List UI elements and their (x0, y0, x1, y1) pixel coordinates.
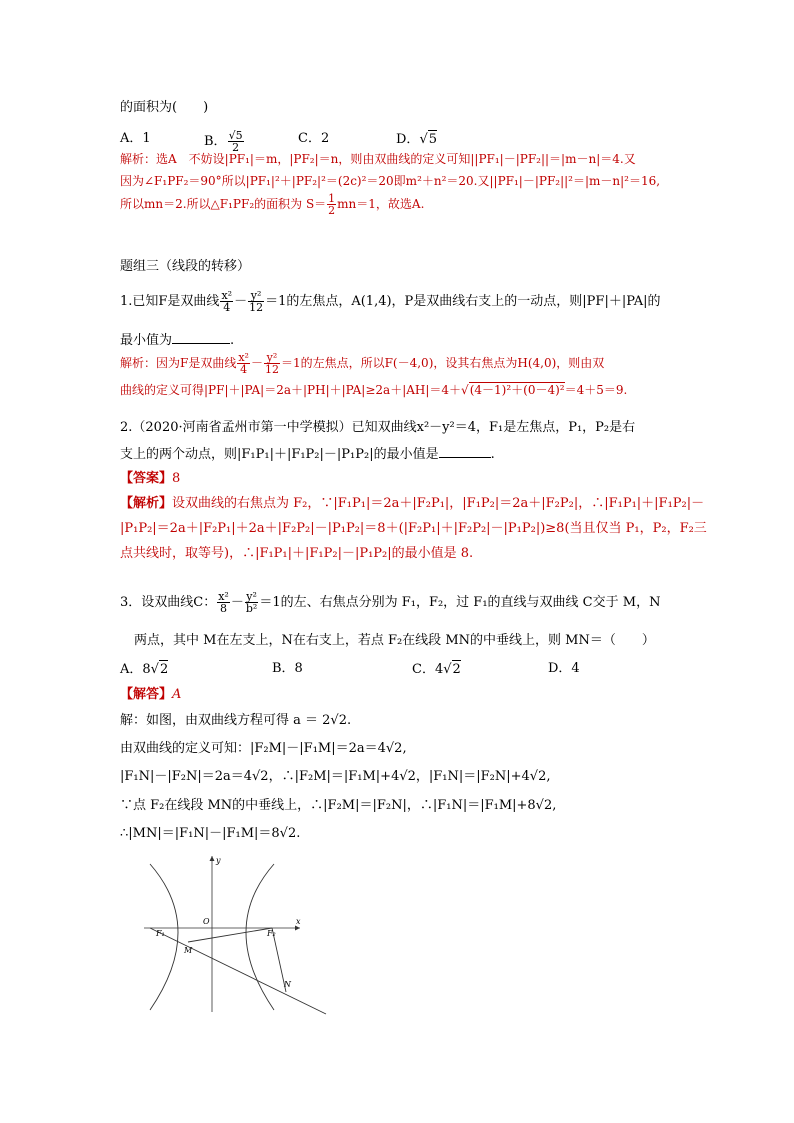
q0-option-c: C．2 (298, 131, 330, 146)
line-f1-mn (150, 928, 326, 1014)
q2-analysis-line-1: 【解析】设双曲线的右焦点为 F₂，∵|F₁P₁|＝2a＋|F₂P₁|，|F₁P₂|＝2a＋|F₂P₂|，∴|F₁P₁|＋|F₁P₂|－ (120, 496, 705, 511)
q2-answer-blank[interactable] (439, 444, 491, 458)
label-o: O (203, 917, 210, 926)
q3-stem-line-1: 3．设双曲线C： $\frac{\text{x²}}{8}$ － $\frac{\text{y²}}{\text{b²}}$ ＝1的左、右焦点分别为 F₁，F₂，过 F₁的直线与双曲线 C交于 M，N (120, 590, 661, 615)
q3-step-5: ∴|MN|＝|F₁N|－|F₁M|＝8√2. (120, 826, 301, 841)
q3-step-2: 由双曲线的定义可知：|F₂M|－|F₁M|＝2a＝4√2, (120, 741, 407, 756)
q0-solution-line-3: 所以mn＝2.所以△F₁PF₂的面积为 S＝ $\frac{1}{2}$ mn＝1，故选A. (120, 192, 425, 217)
label-x: x (296, 917, 301, 926)
q1-solution-line-1: 解析：因为F是双曲线 $\frac{\text{x²}}{4}$ － $\frac{\text{y²}}{12}$ ＝1的左焦点，所以F(－4,0)，设其右焦点为H(4,0)，则由双 (120, 351, 605, 376)
q3-step-3: |F₁N|－|F₂N|＝2a＝4√2，∴|F₂M|＝|F₁M|+4√2，|F₁N|＝|F₂N|+4√2, (120, 769, 551, 784)
q0-option-b: B． $\frac{√5}{2}$ (204, 129, 243, 154)
label-f2: F₂ (267, 929, 276, 938)
q3-step-4: ∵点 F₂在线段 MN的中垂线上，∴|F₂M|＝|F₂N|，∴|F₁N|＝|F₁M|+8√2, (120, 798, 557, 813)
q3-answer: 【解答】A (120, 687, 182, 702)
q2-answer: 【答案】8 (120, 471, 181, 486)
q1-answer-blank[interactable] (172, 330, 230, 344)
q3-option-d: D．4 (548, 661, 580, 676)
section-title: 题组三（线段的转移） (120, 259, 251, 274)
q2-analysis-line-2: |P₁P₂|＝2a＋|F₂P₁|＋2a＋|F₂P₂|－|P₁P₂|＝8＋(|F₂P₁|＋|F₂P₂|－|P₁P₂|)≥8(当且仅当 P₁，P₂，F₂三 (120, 521, 707, 536)
q2-stem-line-1: 2.（2020·河南省孟州市第一中学模拟）已知双曲线x²－y²＝4，F₁是左焦点，P₁，P₂是右 (120, 420, 636, 435)
q0-solution-line-2: 因为∠F₁PF₂＝90°所以|PF₁|²＋|PF₂|²＝(2c)²＝20即m²＋n²＝20.又||PF₁|－|PF₂||²＝|m－n|²＝16, (120, 174, 661, 188)
q3-step-1: 解：如图，由双曲线方程可得 a ＝ 2√2. (120, 713, 352, 728)
label-f1: F₁ (156, 929, 165, 938)
q2-analysis-line-3: 点共线时，取等号)，∴|F₁P₁|＋|F₁P₂|－|P₁P₂|的最小值是 8. (120, 546, 474, 561)
q0-option-d: D．√5 (396, 132, 438, 147)
hyperbola-figure (136, 852, 336, 1017)
question-fragment: 的面积为( ) (120, 100, 209, 115)
x-axis-arrow (295, 926, 300, 931)
q3-stem-line-2: 两点，其中 M在左支上，N在右支上，若点 F₂在线段 MN的中垂线上，则 MN＝（ ） (134, 633, 655, 648)
q2-stem-line-2: 支上的两个动点，则|F₁P₁|＋|F₁P₂|－|P₁P₂|的最小值是 . (120, 444, 495, 464)
label-n: N (284, 980, 291, 989)
q3-option-c: C．4√2 (412, 662, 461, 677)
q1-stem-line-2: 最小值为 . (120, 330, 234, 350)
q1-stem-line-1: 1.已知F是双曲线 $\frac{\text{x²}}{4}$ － $\frac{\text{y²}}{12}$ ＝1的左焦点，A(1,4)，P是双曲线右支上的一动点，则|PF|＋|PA|的 (120, 289, 661, 314)
q0-option-a: A．1 (120, 131, 151, 146)
q1-solution-line-2: 曲线的定义可得|PF|＋|PA|＝2a＋|PH|＋|PA|≥2a＋|AH|＝4＋√(4－1)²＋(0－4)²＝4＋5＝9. (120, 383, 628, 397)
q3-option-b: B．8 (272, 661, 303, 676)
label-m: M (184, 946, 193, 955)
q3-option-a: A．8√2 (120, 662, 169, 677)
q0-solution-line-1: 解析：选A 不妨设|PF₁|＝m，|PF₂|＝n，则由双曲线的定义可知||PF₁|－|PF₂||＝|m－n|＝4.又 (120, 152, 636, 166)
label-y: y (216, 856, 221, 865)
y-axis-arrow (210, 856, 215, 861)
segment-f2m (188, 928, 272, 942)
